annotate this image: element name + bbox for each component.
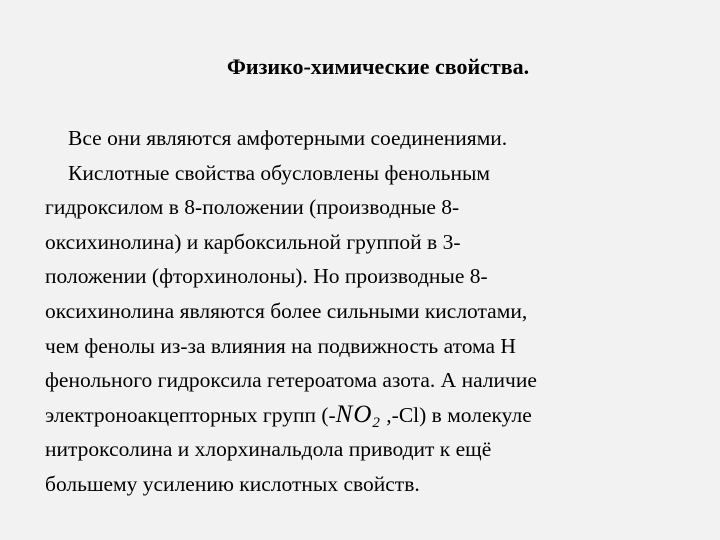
body-text — [45, 121, 705, 502]
formula-main: NO — [335, 400, 373, 428]
text-line-6: оксихинолина являются более сильными кислотами, — [45, 298, 528, 323]
text-line-4: оксихинолина) и карбоксильной группой в 3- — [45, 229, 461, 254]
text-line-9-before: электроноакцепторных групп (- — [45, 402, 336, 427]
text-line-11: большему усилению кислотных свойств. — [45, 471, 420, 496]
text-line-7: чем фенолы из-за влияния на подвижность атома Н — [45, 333, 516, 358]
text-line-2: Кислотные свойства обусловлены фенольным — [68, 160, 491, 185]
text-line-1: Все они являются амфотерными соединениями. — [68, 126, 508, 150]
text-line-10: нитроксолина и хлорхинальдола приводит к ещё — [45, 437, 492, 462]
text-line-8: фенольного гидроксила гетероатома азота. А наличие — [45, 368, 537, 393]
text-line-9 — [45, 398, 705, 433]
slide-title: Физико-химические свойства. — [227, 54, 530, 79]
text-line-5: положении (фторхинолоны). Но производные 8- — [45, 264, 488, 289]
text-line-3: гидроксилом в 8-положении (производные 8- — [45, 195, 460, 220]
formula-subscript: 2 — [372, 414, 381, 431]
text-line-9-after: ,-Cl) в молекуле — [380, 402, 532, 427]
no2-formula — [335, 400, 381, 431]
